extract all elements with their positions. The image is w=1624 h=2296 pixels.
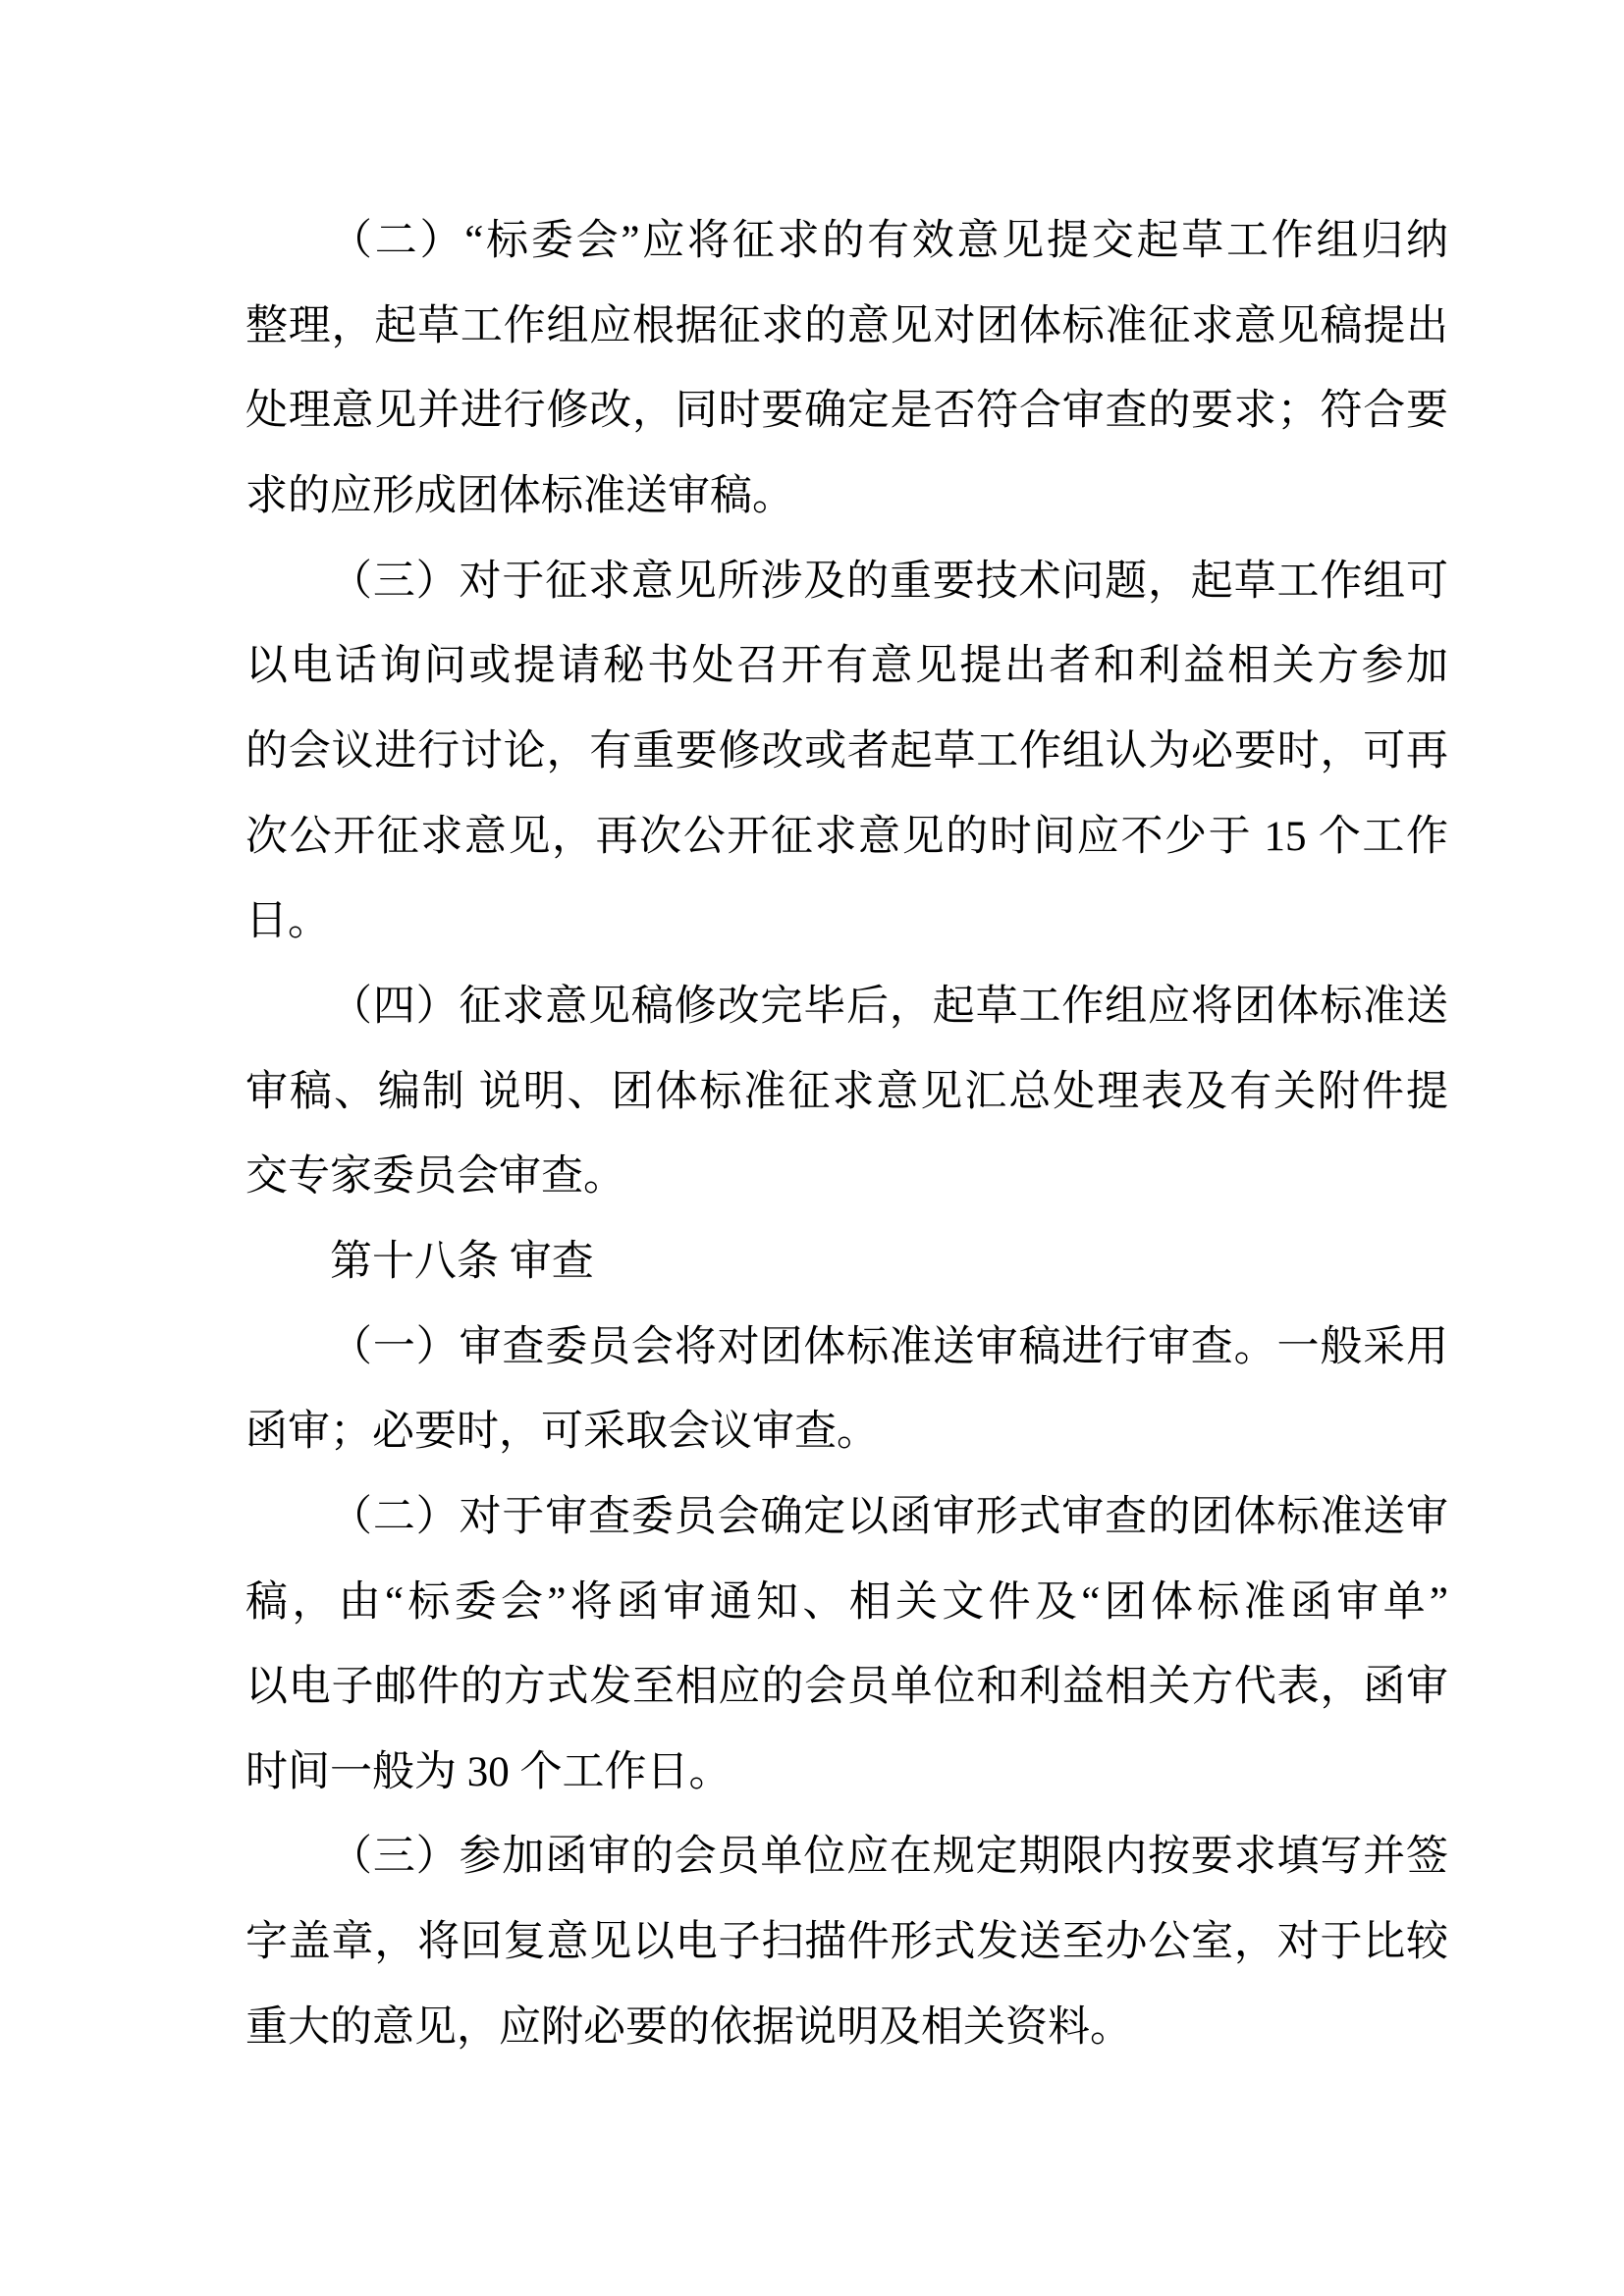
- text-line: 审稿、编制 说明、团体标准征求意见汇总处理表及有关附件提: [245, 1068, 1448, 1115]
- text-line: 的会议进行讨论，有重要修改或者起草工作组认为必要时，可再: [245, 727, 1448, 774]
- text-line: 处理意见并进行修改，同时要确定是否符合审查的要求；符合要: [245, 388, 1448, 435]
- text-line: 交专家委员会审查。: [245, 1153, 625, 1201]
- text-line: （一）审查委员会将对团体标准送审稿进行审查。一般采用: [330, 1323, 1448, 1370]
- text-line: 重大的意见，应附必要的依据说明及相关资料。: [245, 2003, 1132, 2051]
- text-line: 字盖章，将回复意见以电子扫描件形式发送至办公室，对于比较: [245, 1919, 1448, 1966]
- text-line: 求的应形成团体标准送审稿。: [245, 472, 794, 519]
- text-line: 以电子邮件的方式发至相应的会员单位和利益相关方代表，函审: [245, 1664, 1448, 1711]
- text-line: 整理，起草工作组应根据征求的意见对团体标准征求意见稿提出: [245, 302, 1448, 349]
- section-heading: 第十八条 审查: [330, 1238, 594, 1285]
- text-line: 次公开征求意见，再次公开征求意见的时间应不少于 15 个工作: [245, 813, 1448, 860]
- text-line: 以电话询问或提请秘书处召开有意见提出者和利益相关方参加: [245, 643, 1448, 690]
- text-line: 日。: [245, 898, 330, 945]
- text-line: （四）征求意见稿修改完毕后，起草工作组应将团体标准送: [330, 983, 1448, 1030]
- text-line: （二）对于审查委员会确定以函审形式审查的团体标准送审: [330, 1493, 1448, 1540]
- text-line: 稿，由“标委会”将函审通知、相关文件及“团体标准函审单”: [245, 1578, 1448, 1626]
- text-line: 时间一般为 30 个工作日。: [245, 1748, 731, 1795]
- text-line: （三）对于征求意见所涉及的重要技术问题，起草工作组可: [330, 558, 1448, 605]
- text-line: （二）“标委会”应将征求的有效意见提交起草工作组归纳: [330, 218, 1448, 264]
- text-line: 函审；必要时，可采取会议审查。: [245, 1409, 879, 1456]
- text-line: （三）参加函审的会员单位应在规定期限内按要求填写并签: [330, 1834, 1448, 1881]
- document-text-block: [245, 199, 1448, 2070]
